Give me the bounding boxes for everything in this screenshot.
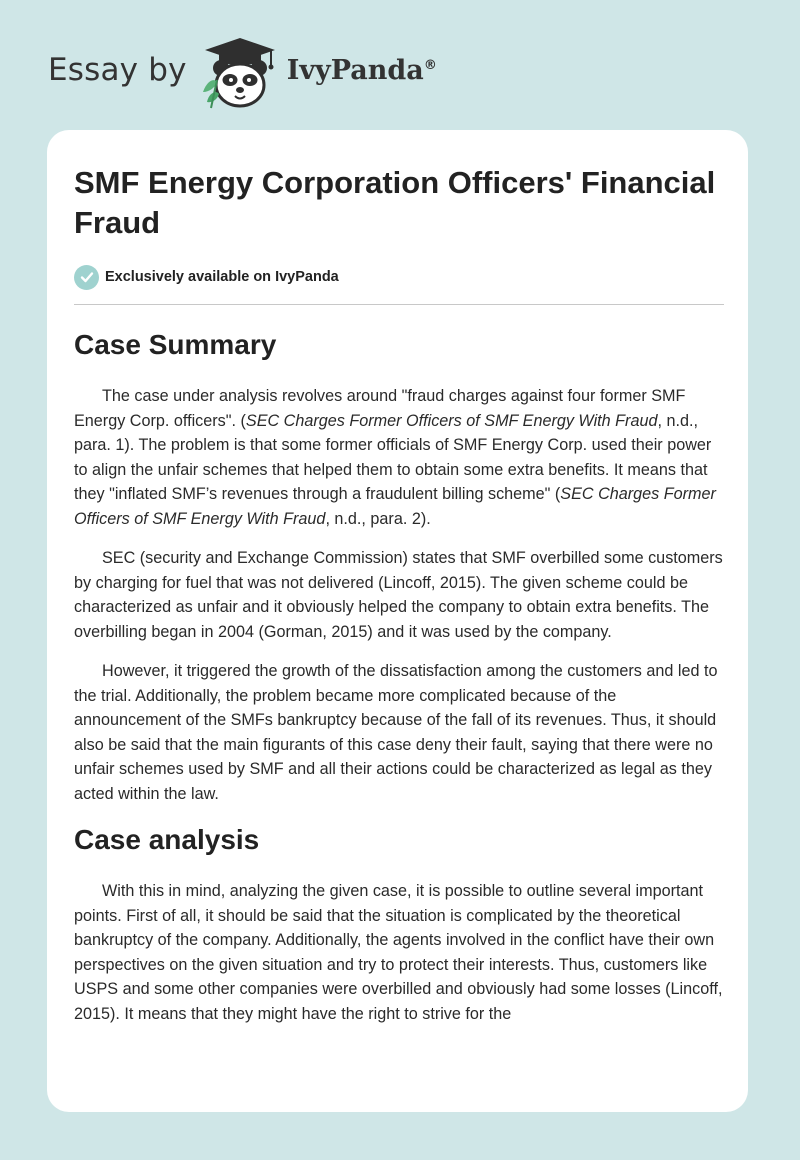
paragraph-text: SEC (security and Exchange Commission) states that SMF overbilled some customers by charging for fuel that was not delivered (Lincoff, 2015). The given scheme could be characterized as unfair and it obviously helped the company to obtain extra benefits. The overbilling began in 2004 (Gorman, 2015) and it was used by the company. xyxy=(74,549,723,641)
paragraph-text: With this in mind, analyzing the given case, it is possible to outline several important points. First of all, it should be said that the situation is complicated by the theoretical bankruptcy of the company. Additionally, the agents involved in the conflict have their own perspectives on the given situation and try to protect their interests. Thus, customers like USPS and some other companies were overbilled and obviously had some losses (Lincoff, 2015). It means that they might have the right to strive for the xyxy=(74,882,723,1023)
badge-label: Exclusively available on IvyPanda xyxy=(105,269,339,285)
brand-name-text: IvyPanda xyxy=(286,54,424,86)
paragraph xyxy=(74,546,724,644)
citation-title: SEC Charges Former Officers of SMF Energy With Fraud xyxy=(245,411,658,430)
brand-prefix: Essay by xyxy=(48,52,187,88)
section-heading-case-analysis: Case analysis xyxy=(74,824,260,855)
brand-header xyxy=(48,30,437,110)
paragraph xyxy=(74,659,724,806)
page-title: SMF Energy Corporation Officers' Financial Fraud xyxy=(74,165,716,240)
exclusive-badge xyxy=(74,263,724,291)
divider xyxy=(74,304,724,305)
essay-content xyxy=(74,163,724,1026)
brand-name xyxy=(287,55,437,86)
paragraph-text: However, it triggered the growth of the dissatisfaction among the customers and led to the trial. Additionally, the problem became more complicated because of the announcement of the SMFs bankruptcy because of the fall of its revenues. Thus, it should also be said that the main figurants of this case deny their fault, saying that there were no unfair schemes used by SMF and all their actions could be characterized as legal as they acted within the law. xyxy=(74,662,718,803)
registered-mark: ® xyxy=(423,57,437,73)
citation-title: SEC Charges Former Officers of SMF Energy With Fraud xyxy=(74,485,716,528)
paragraph xyxy=(74,384,724,531)
paragraph-text: , n.d., para. 1). The problem is that some former officials of SMF Energy Corp. used their power to align the unfair schemes that helped them to obtain some extra benefits. It means that they "inflated SMF’s revenues through a fraudulent billing scheme" ( xyxy=(74,411,712,503)
section-heading-case-summary: Case Summary xyxy=(74,329,277,360)
paragraph-text: The case under analysis revolves around "fraud charges against four former SMF Energy Corp. officers". ( xyxy=(74,387,686,430)
essay-card xyxy=(47,130,748,1112)
paragraph xyxy=(74,879,724,1026)
check-icon xyxy=(74,265,99,290)
paragraph-text: , n.d., para. 2). xyxy=(325,509,431,528)
panda-logo-icon xyxy=(197,30,283,110)
